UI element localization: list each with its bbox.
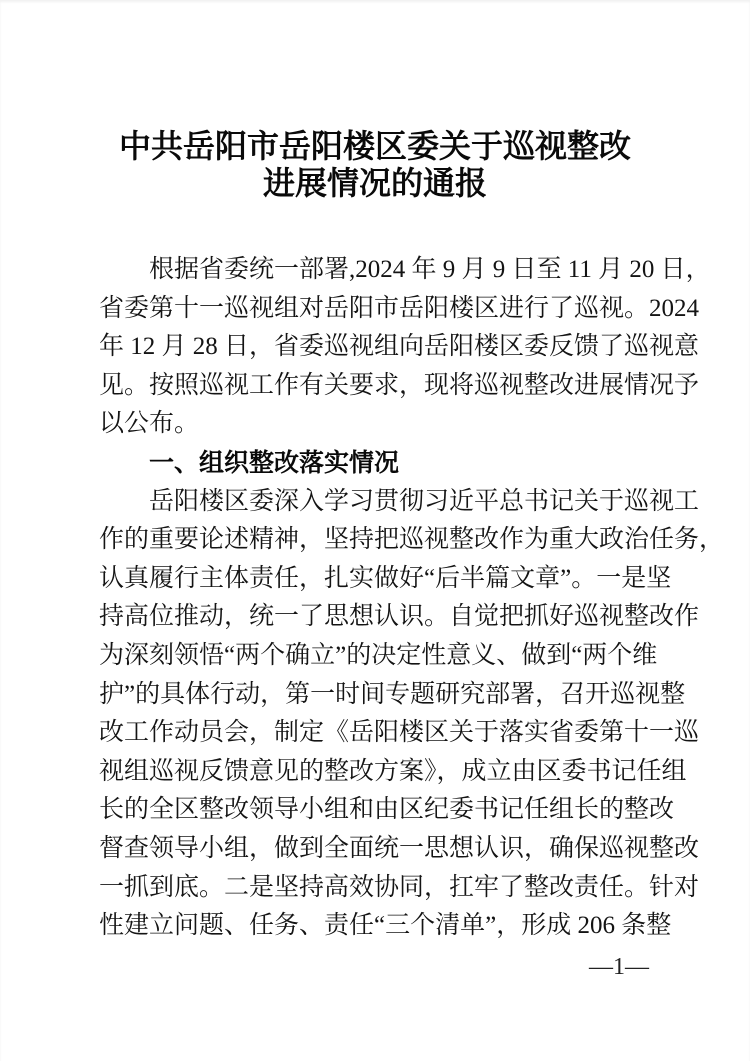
body-line: 见。按照巡视工作有关要求，现将巡视整改进展情况予 (99, 371, 700, 399)
body-line: 省委第十一巡视组对岳阳市岳阳楼区进行了巡视。2024 (99, 294, 700, 322)
body-line: 持高位推动，统一了思想认识。自觉把抓好巡视整改作 (99, 603, 700, 631)
paragraph-intro (99, 251, 711, 444)
body-line: 根据省委统一部署,2024 年 9 月 9 日至 11 月 20 日， (149, 256, 711, 283)
section-heading: 一、组织整改落实情况 (149, 448, 400, 477)
body-line: 改工作动员会，制定《岳阳楼区关于落实省委第十一巡 (99, 719, 700, 747)
body-line: 为深刻领悟“两个确立”的决定性意义、做到“两个维 (99, 641, 658, 669)
body-line: 视组巡视反馈意见的整改方案》，成立由区委书记任组 (99, 757, 687, 785)
title-line-2: 进展情况的通报 (262, 165, 487, 201)
body-line: 以公布。 (99, 410, 200, 438)
body-line: 长的全区整改领导小组和由区纪委书记任组长的整改 (99, 796, 675, 824)
body-line: 岳阳楼区委深入学习贯彻习近平总书记关于巡视工 (149, 487, 700, 515)
body-line: 作的重要论述精神，坚持把巡视整改作为重大政治任务， (99, 526, 725, 554)
body-line: 督查领导小组，做到全面统一思想认识，确保巡视整改 (99, 834, 700, 862)
body-line: 认真履行主体责任，扎实做好“后半篇文章”。一是坚 (99, 564, 672, 592)
body-line: 一抓到底。二是坚持高效协同，扛牢了整改责任。针对 (99, 873, 700, 901)
body-line: 性建立问题、任务、责任“三个清单”，形成 206 条整 (99, 912, 672, 940)
paragraph-section-one (99, 483, 725, 946)
document-body (99, 251, 725, 946)
title-line-1: 中共岳阳市岳阳楼区委关于巡视整改 (118, 128, 631, 164)
body-line: 护”的具体行动，第一时间专题研究部署，召开巡视整 (99, 680, 686, 708)
document-title (0, 0, 750, 202)
body-line: 年 12 月 28 日，省委巡视组向岳阳楼区委反馈了巡视意 (99, 333, 700, 361)
page-number: —1— (589, 954, 649, 980)
